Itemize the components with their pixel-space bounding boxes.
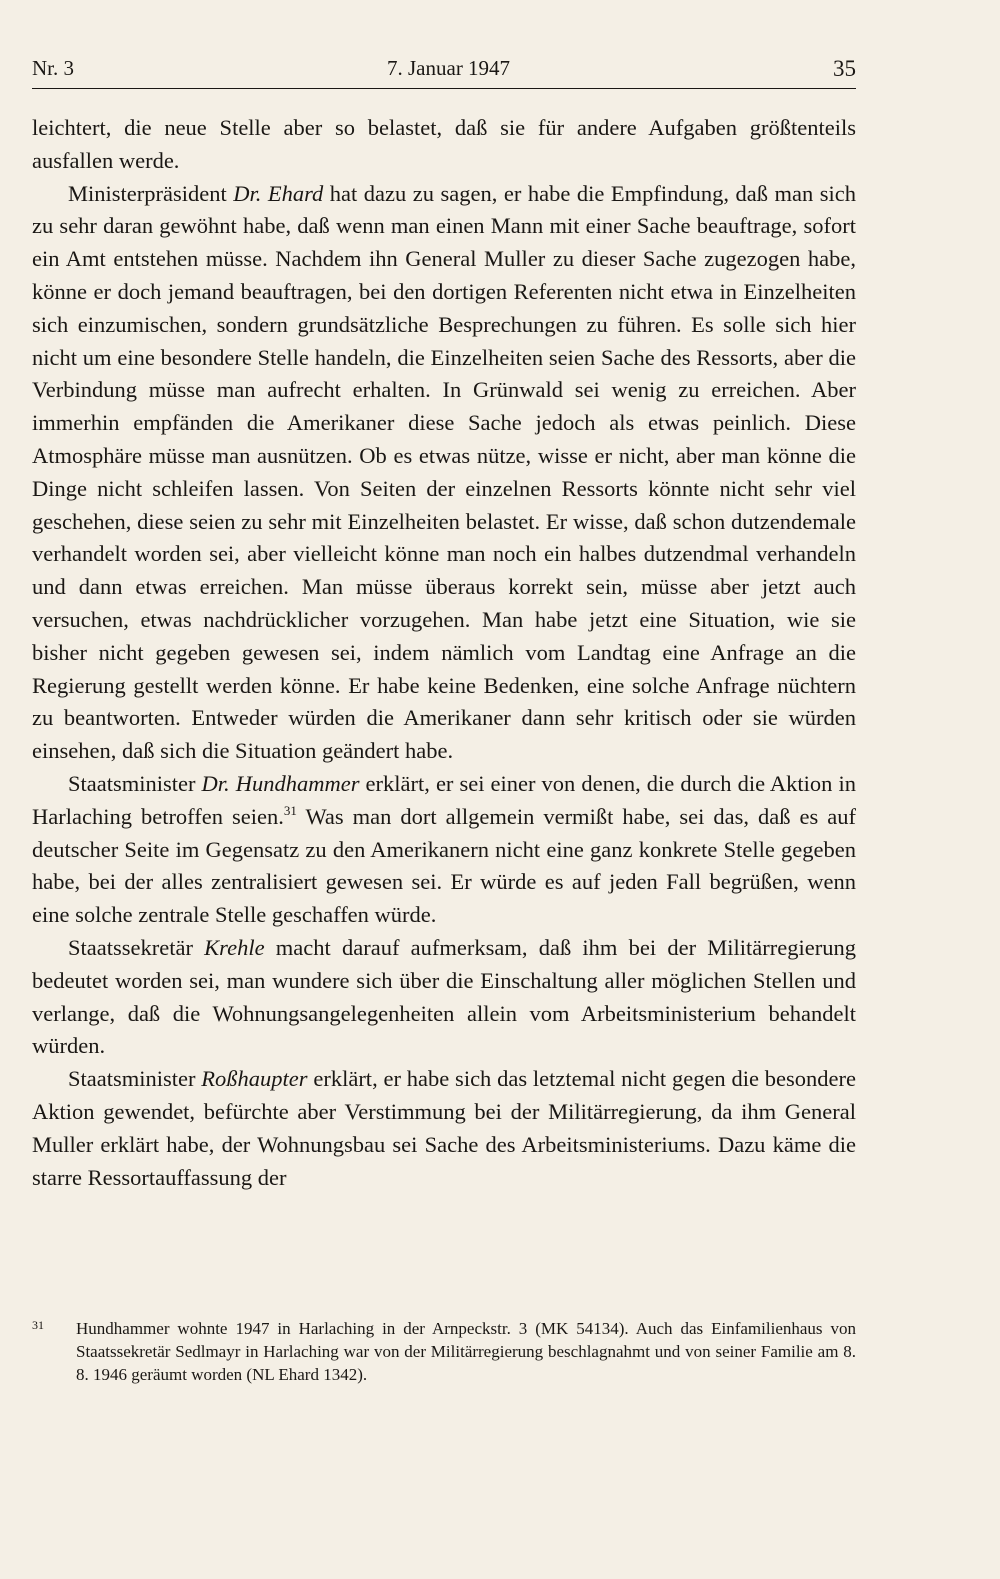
- speaker-name: Dr. Ehard: [233, 180, 324, 206]
- paragraph-text: erklärt, er habe sich das letztemal nicht gegen die besondere Aktion gewendet, befürchte aber Verstimmung bei der Militärregierung, da ihm General Muller erklärt habe, der Wohnungsbau sei Sache des Arbeitsministeriums. Dazu käme die starre Ressortauffassung der: [32, 1066, 856, 1190]
- running-head: [32, 56, 856, 86]
- paragraph: [32, 112, 856, 178]
- footnote: [32, 1318, 856, 1386]
- paragraph: [32, 768, 856, 932]
- paragraph-text: macht darauf aufmerksam, daß ihm bei der Militärregierung bedeutet worden sei, man wundere sich über die Einschaltung aller möglichen Stellen und verlange, daß die Wohnungsangelegenheiten allein vom Arbeitsministerium behandelt würden.: [32, 934, 856, 1059]
- footnote-number: 31: [32, 1318, 44, 1332]
- body-text: [32, 112, 856, 1194]
- page-number: 35: [833, 56, 856, 81]
- paragraph-text: hat dazu zu sagen, er habe die Empfindung, daß man sich zu sehr daran gewöhnt habe, daß wenn man einen Mann mit einer Sache beauftrage, sofort ein Amt entstehen müsse. Nachdem ihn General Muller zu dieser Sache zugezogen habe, könne er doch jemand beauftragen, bei den dortigen Referenten nicht etwa in Einzelheiten sich einzumischen, sondern grundsätzliche Besprechungen zu führen. Es solle sich hier nicht um eine besondere Stelle handeln, die Einzelheiten seien Sache des Ressorts, aber die Verbindung müsse man aufrecht erhalten. In Grünwald sei wenig zu erreichen. Aber immerhin empfänden die Amerikaner diese Sache jedoch als etwas peinlich. Diese Atmosphäre müsse man ausnützen. Ob es etwas nütze, wisse er nicht, aber man könne die Dinge nicht schleifen lassen. Von Seiten der einzelnen Ressorts könnte nicht sehr viel geschehen, diese seien zu sehr mit Einzelheiten belastet. Er wisse, daß schon dutzendemale verhandelt worden sei, aber vielleicht könne man noch ein halbes dutzendmal verhandeln und dann etwas erreichen. Man müsse überaus korrekt sein, müsse aber jetzt auch versuchen, etwas nachdrücklicher vorzugehen. Man habe jetzt eine Situation, wie sie bisher nicht gegeben gewesen sei, indem nämlich vom Landtag eine Anfrage an die Regierung gestellt werden könne. Er habe keine Bedenken, eine solche Anfrage nüchtern zu beantworten. Entweder würden die Amerikaner dann sehr kritisch oder sie würden einsehen, daß sich die Situation geändert habe.: [32, 180, 856, 764]
- paragraph-text: Staatsminister: [68, 1066, 202, 1092]
- speaker-name: Dr. Hundhammer: [201, 770, 360, 796]
- paragraph-text: Ministerpräsident: [68, 180, 234, 206]
- header-rule: [32, 88, 856, 89]
- issue-date: 7. Januar 1947: [387, 56, 511, 80]
- speaker-name: Roßhaupter: [201, 1066, 308, 1092]
- paragraph-text: leichtert, die neue Stelle aber so belastet, daß sie für andere Aufgaben größtenteils ausfallen werde.: [32, 115, 856, 173]
- footnote-reference: 31: [283, 802, 297, 818]
- paragraph: [32, 1063, 856, 1194]
- speaker-name: Krehle: [204, 934, 265, 960]
- paragraph-text: erklärt, er sei einer von denen, die durch die Aktion in Harlaching betroffen seien.: [32, 770, 856, 829]
- footnotes: [32, 1318, 856, 1386]
- paragraph-text: Was man dort allgemein vermißt habe, sei das, daß es auf deutscher Seite im Gegensatz zu den Amerikanern nicht eine ganz konkrete Stelle gegeben habe, bei der alles zentralisiert gewesen sei. Er würde es auf jeden Fall begrüßen, wenn eine solche zentrale Stelle geschaffen würde.: [32, 803, 856, 928]
- paragraph-text: Staatssekretär: [68, 934, 205, 960]
- paragraph: [32, 932, 856, 1063]
- footnote-text: Hundhammer wohnte 1947 in Harlaching in der Arnpeckstr. 3 (MK 54134). Auch das Einfamilienhaus von Staatssekretär Sedlmayr in Harlaching war von der Militärregierung beschlagnahmt und von seiner Familie am 8. 8. 1946 geräumt worden (NL Ehard 1342).: [76, 1319, 856, 1384]
- paragraph: [32, 178, 856, 768]
- paragraph-text: Staatsminister: [68, 770, 202, 796]
- issue-number: Nr. 3: [32, 56, 74, 80]
